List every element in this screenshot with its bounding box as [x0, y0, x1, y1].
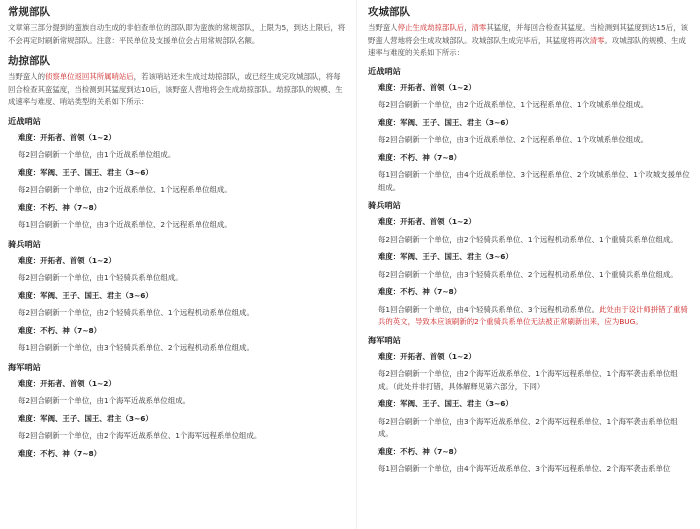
- difficulty-label: 难度：开拓者、首领（1~2）: [378, 351, 476, 361]
- raid-naval-outpost-heading: 海军哨站: [8, 361, 41, 372]
- difficulty-label: 难度：开拓者、首领（1~2）: [18, 255, 116, 265]
- spawn-rule: 每2回合刷新一个单位，由3个近战系单位、2个远程系单位、1个攻城系单位组成。: [378, 135, 649, 144]
- spawn-rule: 每2回合刷新一个单位，由3个轻骑兵系单位、2个远程机动系单位、1个重骑兵系单位组成。: [378, 269, 678, 279]
- difficulty-label: 难度：不朽、神（7~8）: [378, 152, 461, 162]
- difficulty-label: 难度：不朽、神（7~8）: [18, 448, 101, 458]
- left-column: [8, 0, 346, 529]
- difficulty-label: 难度：开拓者、首领（1~2）: [18, 378, 116, 388]
- bug-note-highlight: 此处由于设计师拼错了重骑兵的英文，导致本应该刷新的2个重骑兵系单位无法被正常刷新出来，应为BUG。: [378, 304, 688, 326]
- raid-forces-heading: 劫掠部队: [8, 55, 50, 67]
- spawn-rule: 每2回合刷新一个单位，由1个近战系单位组成。: [18, 150, 176, 159]
- difficulty-label: 难度：军阀、王子、国王、君主（3~6）: [378, 399, 513, 408]
- difficulty-label: 难度：不朽、神（7~8）: [378, 446, 461, 456]
- siege-cavalry-outpost-heading: 骑兵哨站: [368, 200, 401, 210]
- spawn-rule: 每2回合刷新一个单位，由1个轻骑兵系单位组成。: [18, 273, 183, 282]
- reset-highlight: 清零: [471, 23, 487, 32]
- difficulty-label: 难度：不朽、神（7~8）: [18, 202, 101, 212]
- difficulty-label: 难度：开拓者、首领（1~2）: [378, 217, 476, 226]
- spawn-rule: 每1回合刷新一个单位，由4个轻骑兵系单位、3个远程机动系单位。此处由于设计师拼错了重骑兵的英文，导致本应该刷新的2个重骑兵系单位无法被正常刷新出来，应为BUG。: [378, 304, 688, 326]
- difficulty-label: 难度：不朽、神（7~8）: [18, 325, 101, 335]
- spawn-rule: 每2回合刷新一个单位，由2个近战系单位、1个远程系单位组成。: [18, 185, 232, 194]
- difficulty-label: 难度：军阀、王子、国王、君主（3~6）: [18, 167, 153, 177]
- spawn-rule: 每2回合刷新一个单位，由2个海军近战系单位、1个海军远程系单位、1个海军袭击系单位组成。（此处并非打错，具体解释见第六部分，下同）: [378, 369, 678, 391]
- siege-forces-heading: 攻城部队: [368, 6, 410, 18]
- spawn-rule: 每2回合刷新一个单位，由1个海军近战系单位组成。: [18, 396, 191, 405]
- spawn-rule: 每1回合刷新一个单位，由3个轻骑兵系单位、2个远程机动系单位组成。: [18, 343, 254, 352]
- difficulty-label: 难度：开拓者、首领（1~2）: [378, 82, 476, 92]
- siege-forces-text: 当野蛮人停止生成劫掠部队后，清零其猛度，并每回合检查其猛度。当检测到其猛度到达15后，该野蛮人营地将会生成攻城部队。攻城部队生成完毕后，其猛度将再次清零。攻城部队的规模、生成速率与难度的关系如下所示：: [368, 23, 688, 57]
- raid-cavalry-outpost-heading: 骑兵哨站: [8, 238, 41, 249]
- raid-forces-text: 当野蛮人的侦察单位返回其所属哨站后，若该哨站还未生成过劫掠部队，或已经生成完攻城部队，将每回合检查其蛮猛度，当检测到其猛度到达10后，该野蛮人营地将会生成劫掠部队。劫掠部队的规模、生成速率与难度、哨站类型的关系如下所示：: [8, 72, 343, 106]
- difficulty-label: 难度：军阀、王子、国王、君主（3~6）: [18, 413, 153, 423]
- reset-highlight: 清零: [589, 35, 605, 45]
- regular-forces-heading: 常规部队: [8, 6, 50, 18]
- spawn-rule: 每2回合刷新一个单位，由2个近战系单位、1个远程系单位、1个攻城系单位组成。: [378, 100, 649, 109]
- spawn-rule: 每2回合刷新一个单位，由2个轻骑兵系单位、1个远程机动系单位、1个重骑兵系单位组成。: [378, 234, 678, 244]
- siege-trigger-highlight: 停止生成劫掠部队后: [397, 23, 465, 32]
- column-divider: [356, 0, 357, 529]
- raid-melee-outpost-heading: 近战哨站: [8, 115, 41, 126]
- difficulty-label: 难度：不朽、神（7~8）: [378, 287, 461, 296]
- regular-forces-text: 文章第三部分提到的蛮族自动生成的非伯查单位的部队即为蛮族的常规部队，上限为5，到达上限后，将不会再定时刷新常规部队。注意：平民单位及支援单位会占用常规部队名额。: [8, 23, 346, 45]
- spawn-rule: 每1回合刷新一个单位，由4个近战系单位、3个远程系单位、2个攻城系单位、1个攻城支援单位组成。: [378, 170, 690, 192]
- siege-naval-outpost-heading: 海军哨站: [368, 334, 401, 345]
- difficulty-label: 难度：军阀、王子、国王、君主（3~6）: [18, 290, 153, 300]
- raid-trigger-highlight: 侦察单位返回其所属哨站后: [44, 72, 134, 81]
- difficulty-label: 难度：军阀、王子、国王、君主（3~6）: [378, 117, 513, 127]
- difficulty-label: 难度：军阀、王子、国王、君主（3~6）: [378, 252, 513, 261]
- spawn-rule: 每2回合刷新一个单位，由3个海军近战系单位、2个海军远程系单位、1个海军袭击系单位组成。: [378, 416, 678, 438]
- siege-melee-outpost-heading: 近战哨站: [368, 65, 401, 76]
- difficulty-label: 难度：开拓者、首领（1~2）: [18, 132, 116, 142]
- spawn-rule: 每2回合刷新一个单位，由2个海军近战系单位、1个海军远程系单位组成。: [18, 431, 262, 440]
- spawn-rule: 每2回合刷新一个单位，由2个轻骑兵系单位、1个远程机动系单位组成。: [18, 308, 254, 317]
- right-column: [368, 0, 692, 529]
- spawn-rule: 每1回合刷新一个单位，由3个近战系单位、2个远程系单位组成。: [18, 220, 232, 229]
- spawn-rule: 每1回合刷新一个单位，由4个海军近战系单位、3个海军远程系单位、2个海军袭击系单位: [378, 464, 671, 473]
